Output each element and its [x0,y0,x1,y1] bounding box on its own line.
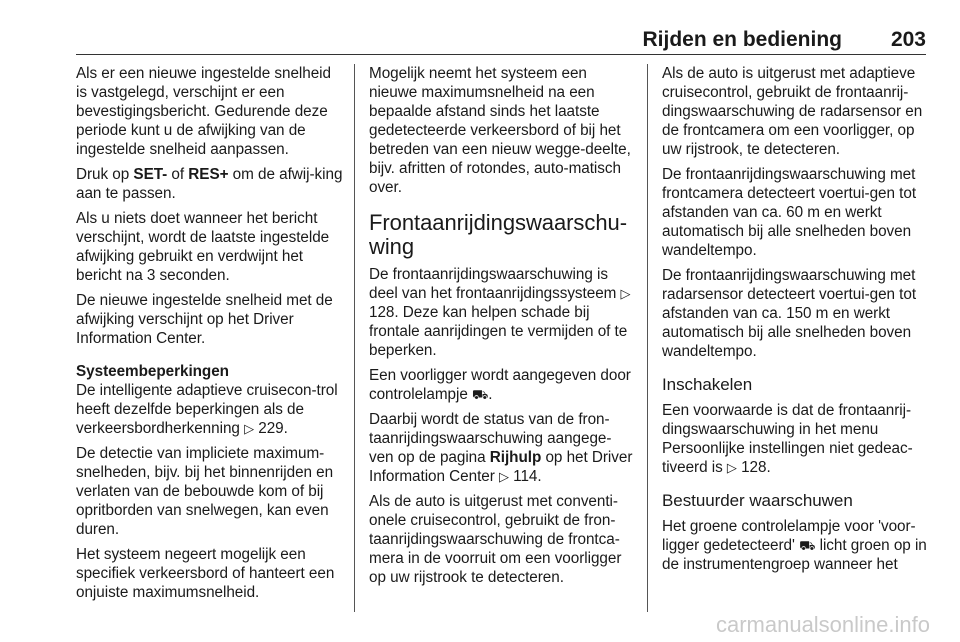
header-rule [76,54,926,55]
set-button-label: SET- [133,166,168,183]
column-2 [369,64,633,593]
page-ref-link[interactable]: 128. [369,304,399,321]
page-ref-icon: ▷ [620,286,631,301]
page-ref-link[interactable]: 114. [513,468,542,485]
chapter-title: Rijden en bediening [642,28,842,51]
vehicle-ahead-icon: ⛟ [471,387,489,402]
text: licht groen op in de instrumentengroep wanneer het [662,537,927,573]
page-ref-link[interactable]: 229. [258,420,288,437]
text: Daarbij wordt de status van de fron-taanrijdingswaarschuwing aangege-ven op de pagina [369,411,612,466]
paragraph: De frontaanrijdingswaarschuwing met radarsensor detecteert voertui-gen tot afstanden van ca. 150 m en werkt automatisch bij alle snelheden boven wandeltempo. [662,267,917,360]
page-number: 203 [890,28,926,51]
text: De frontaanrijdingswaarschuwing is deel van het frontaanrijdingssysteem [369,266,621,302]
column-1 [76,64,344,608]
text: Deze kan helpen schade bij frontale aanrijdingen te vermijden of te beperken. [369,304,628,359]
text: om de afwij-king aan te passen. [76,166,343,202]
paragraph [369,366,633,404]
paragraph [369,410,633,486]
paragraph: De detectie van impliciete maximum-snelheden, bijv. bij het binnenrijden en verlaten van de bebouwde kom of bij opritborden van snelwegen, kan even duren. [76,445,334,538]
subheading-inschakelen: Inschakelen [662,375,753,394]
page-header [0,26,960,56]
paragraph [369,265,633,360]
paragraph [76,381,344,438]
text: of [167,166,189,183]
page-ref-icon: ▷ [726,460,737,475]
column-divider [647,64,648,612]
paragraph: De nieuwe ingestelde snelheid met de afwijking verschijnt op het Driver Information Center. [76,292,333,347]
watermark: carmanualsonline.info [715,612,930,637]
text: Een voorligger wordt aangegeven door controlelampje [369,367,631,403]
page-ref-link[interactable]: 128. [741,459,771,476]
paragraph [662,401,928,477]
menu-page-rijhulp: Rijhulp [489,449,542,466]
paragraph [76,165,344,203]
paragraph: De frontaanrijdingswaarschuwing met frontcamera detecteert voertui-gen tot afstanden van ca. 60 m en werkt automatisch bij alle snelheden boven wandeltempo. [662,166,917,259]
subheading-bestuurder-waarschuwen: Bestuurder waarschuwen [662,491,853,510]
paragraph: Als er een nieuwe ingestelde snelheid is vastgelegd, verschijnt er een bevestigingsbericht. Gedurende deze periode kunt u de afwijking van de ingestelde snelheid aanpassen. [76,65,331,158]
paragraph: Het systeem negeert mogelijk een specifiek verkeersbord of hanteert een onjuiste maximumsnelheid. [76,546,335,601]
paragraph [662,517,928,574]
text: Het groene controlelampje voor 'voor-ligger gedetecteerd' [662,518,916,554]
text: De intelligente adaptieve cruisecon-trol heeft dezelfde beperkingen als de verkeersbordherkenning [76,382,338,437]
column-3 [662,64,928,580]
text: Druk op [76,166,134,183]
paragraph: Als de auto is uitgerust met adaptieve cruisecontrol, gebruikt de frontaanrij-dingswaarschuwing de radarsensor en de frontcamera om een voorligger, op uw rijstrook, te detecteren. [662,65,923,158]
res-button-label: RES+ [188,166,229,183]
vehicle-ahead-icon: ⛟ [799,538,816,553]
text: . [488,386,493,403]
page-ref-icon: ▷ [499,469,509,484]
paragraph: Als de auto is uitgerust met conventi-onele cruisecontrol, gebruikt de fron-taanrijdingswaarschuwing de frontca-mera in de voorruit om een voorligger op uw rijstrook te detecteren. [369,493,622,586]
paragraph: Mogelijk neemt het systeem een nieuwe maximumsnelheid na een bepaalde afstand sinds het laatste gedetecteerde verkeersbord of bij het betreden van een nieuw wegge-deelte, bijv. afritten of rotondes, auto-matisch over. [369,65,631,196]
text: Een voorwaarde is dat de frontaanrij-dingswaarschuwing in het menu Persoonlijke instellingen niet gedeac-tiveerd is [662,402,913,476]
section-heading-frontaanrijdingswaarschuwing: Frontaanrijdingswaarschu-wing [369,210,627,259]
column-divider [354,64,355,612]
page-ref-icon: ▷ [244,421,255,436]
subheading-systeembeperkingen: Systeembeperkingen [76,363,229,380]
text: op het Driver Information Center [369,449,633,485]
paragraph: Als u niets doet wanneer het bericht verschijnt, wordt de laatste ingestelde afwijking gebruikt en verdwijnt het bericht na 3 seconden. [76,210,330,284]
